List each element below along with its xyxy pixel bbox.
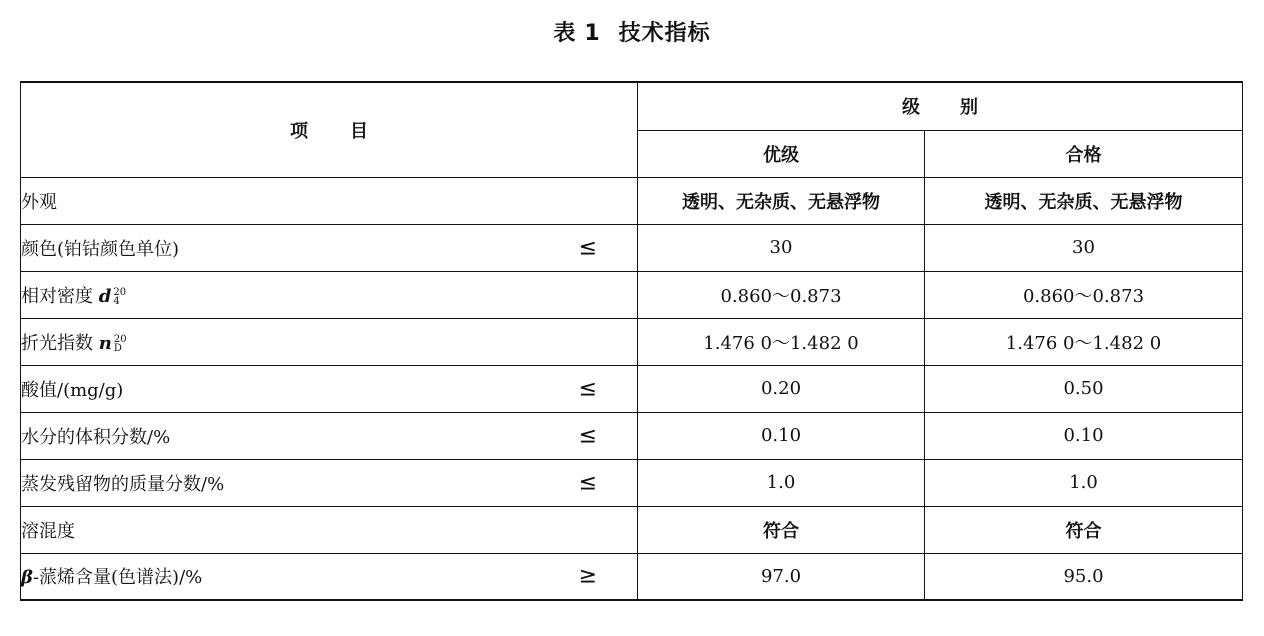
table-row [21,177,1243,224]
comparison-symbol: ≥ [578,563,597,589]
table-row [21,459,1243,506]
row-value-b: 符合 [925,506,1243,553]
comparison-symbol: ≤ [578,235,597,260]
row-value-b: 95.0 [925,553,1243,600]
title-number: 1 [584,21,601,46]
row-item: 外观 [21,177,638,224]
row-value-b: 30 [925,224,1243,271]
comparison-symbol: ≤ [578,423,597,448]
header-grade: 级 别 [638,82,1243,130]
row-item: β-蒎烯含量(色谱法)/% ≥ [21,553,638,600]
row-value-a: 0.10 [638,412,925,459]
table-row [21,318,1243,365]
row-value-a: 97.0 [638,553,925,600]
row-value-b: 0.10 [925,412,1243,459]
table-row [21,412,1243,459]
row-item: 折光指数 n 20 D [21,318,638,365]
row-item: 水分的体积分数/% ≤ [21,412,638,459]
row-value-b: 1.0 [925,459,1243,506]
row-value-b: 1.476 0～1.482 0 [925,318,1243,365]
row-item: 颜色(铂钴颜色单位) ≤ [21,224,638,271]
row-value-a: 透明、无杂质、无悬浮物 [638,177,925,224]
header-grade-b: 合格 [925,130,1243,177]
table-row [21,224,1243,271]
comparison-symbol: ≤ [578,470,597,495]
row-item: 酸值/(mg/g) ≤ [21,365,638,412]
row-value-b: 0.50 [925,365,1243,412]
table-row [21,365,1243,412]
title-text: 技术指标 [618,21,711,46]
row-item: 蒸发残留物的质量分数/% ≤ [21,459,638,506]
header-item: 项 目 [21,82,638,177]
row-value-b: 0.860～0.873 [925,271,1243,318]
row-value-a: 1.476 0～1.482 0 [638,318,925,365]
row-value-a: 0.20 [638,365,925,412]
row-value-b: 透明、无杂质、无悬浮物 [925,177,1243,224]
title-prefix: 表 [553,21,577,46]
table-row [21,506,1243,553]
row-value-a: 30 [638,224,925,271]
row-item: 相对密度 d 20 4 [21,271,638,318]
row-value-a: 1.0 [638,459,925,506]
row-value-a: 符合 [638,506,925,553]
spec-table [20,81,1243,601]
table-title [0,16,1264,47]
header-grade-a: 优级 [638,130,925,177]
comparison-symbol: ≤ [578,376,597,401]
row-value-a: 0.860～0.873 [638,271,925,318]
row-item: 溶混度 [21,506,638,553]
table-row [21,553,1243,600]
header-row-1 [21,82,1243,130]
table-row [21,271,1243,318]
